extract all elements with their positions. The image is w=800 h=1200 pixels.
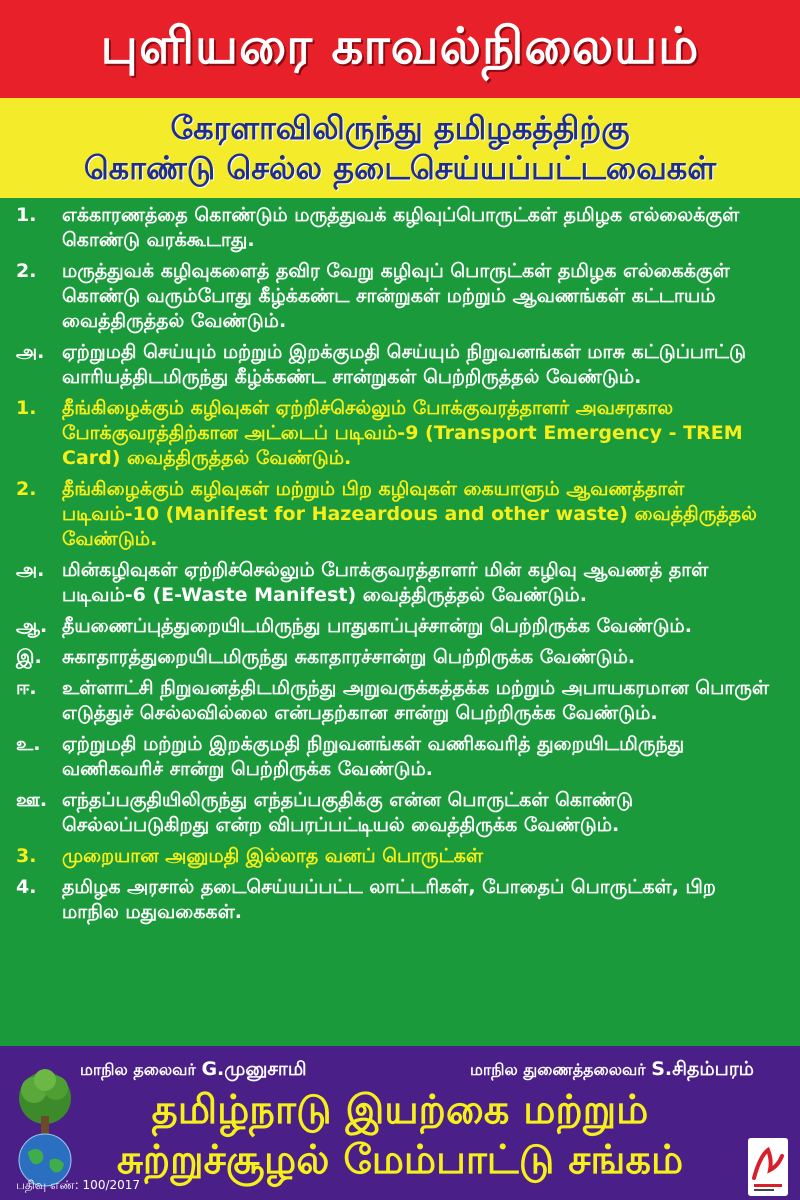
- item-number: 3.: [16, 845, 37, 867]
- item-text: ஏற்றுமதி மற்றும் இறக்குமதி நிறுவனங்கள் வணிகவரித் துறையிடமிருந்து வணிகவரிச் சான்று பெற்றிருக்க வேண்டும்.: [62, 733, 685, 780]
- item-text: தீங்கிழைக்கும் கழிவுகள் ஏற்றிச்செல்லும் போக்குவரத்தாளர் அவசரகால போக்குவரத்திற்கான அட்டைப் படிவம்-9 (Transport Emergency - TREM Card) வைத்திருத்தல் வேண்டும்.: [62, 397, 743, 469]
- item-text: எக்காரணத்தை கொண்டும் மருத்துவக் கழிவுப்பொருட்கள் தமிழக எல்லைக்குள் கொண்டு வரக்கூடாது.: [62, 204, 740, 251]
- state-president-name: G.முனுசாமி: [201, 1058, 307, 1080]
- organization-footer: [0, 1046, 800, 1200]
- printer-logo-badge: [748, 1138, 788, 1196]
- item-text: மருத்துவக் கழிவுகளைத் தவிர வேறு கழிவுப் பொருட்கள் தமிழக எல்கைக்குள் கொண்டு வரும்போது கீழ்க்கண்ட சான்றுகள் மற்றும் ஆவணங்கள் கட்டாயம் வைத்திருத்தல் வேண்டும்.: [62, 260, 730, 332]
- list-item: [0, 340, 800, 390]
- state-president-title: மாநில தலைவர்: [80, 1060, 196, 1079]
- list-item: [0, 676, 800, 726]
- item-text: சுகாதாரத்துறையிடமிருந்து சுகாதாரச்சான்று பெற்றிருக்க வேண்டும்.: [62, 646, 636, 668]
- subtitle-line-1: கேரளாவிலிருந்து தமிழகத்திற்கு: [170, 109, 630, 147]
- list-item: [0, 558, 800, 608]
- registration-number: பதிவு எண்: 100/2017: [16, 1178, 141, 1192]
- item-number: ஊ.: [16, 789, 48, 811]
- page-title: புளியரை காவல்நிலையம்: [100, 16, 700, 75]
- state-president: [80, 1058, 307, 1083]
- title-banner: [0, 0, 800, 98]
- organization-name-line-2: சுற்றுச்சூழல் மேம்பாட்டு சங்கம்: [116, 1137, 684, 1183]
- list-item: [0, 396, 800, 471]
- item-text: முறையான அனுமதி இல்லாத வனப் பொருட்கள்: [62, 845, 484, 867]
- item-text: ஏற்றுமதி செய்யும் மற்றும் இறக்குமதி செய்யும் நிறுவனங்கள் மாசு கட்டுப்பாட்டு வாரியத்திடமிருந்து கீழ்க்கண்ட சான்றுகள் பெற்றிருத்தல் வேண்டும்.: [62, 341, 747, 388]
- item-text: தீயணைப்புத்துறையிடமிருந்து பாதுகாப்புச்சான்று பெற்றிருக்க வேண்டும்.: [62, 615, 692, 637]
- list-item: [0, 259, 800, 334]
- prohibited-items-list: [0, 203, 800, 931]
- item-number: அ.: [16, 559, 45, 581]
- list-item: [0, 614, 800, 639]
- list-item: [0, 875, 800, 925]
- item-number: இ.: [16, 646, 42, 668]
- printer-logo-icon: [748, 1138, 788, 1196]
- item-text: மின்கழிவுகள் ஏற்றிச்செல்லும் போக்குவரத்தாளர் மின் கழிவு ஆவணத் தாள் படிவம்-6 (E-Waste Manifest) வைத்திருத்தல் வேண்டும்.: [62, 559, 709, 606]
- item-text: தீங்கிழைக்கும் கழிவுகள் மற்றும் பிற கழிவுகள் கையாளும் ஆவணத்தாள் படிவம்-10 (Manifest for Hazeardous and other waste) வைத்திருத்தல் வேண்டும்.: [62, 478, 757, 550]
- item-number: அ.: [16, 341, 45, 363]
- item-number: ஈ.: [16, 677, 37, 699]
- item-text: உள்ளாட்சி நிறுவனத்திடமிருந்து அறுவருக்கத்தக்க மற்றும் அபாயகரமான பொருள் எடுத்துச் செல்லவில்லை என்பதற்கான சான்று பெற்றிருக்க வேண்டும்.: [62, 677, 770, 724]
- item-number: 1.: [16, 204, 37, 226]
- organization-name-line-1: தமிழ்நாடு இயற்கை மற்றும்: [151, 1087, 649, 1133]
- subtitle-band: [0, 98, 800, 198]
- list-item: [0, 477, 800, 552]
- state-vice-president-name: S.சிதம்பரம்: [651, 1058, 754, 1080]
- item-text: தமிழக அரசால் தடைசெய்யப்பட்ட லாட்டரிகள், போதைப் பொருட்கள், பிற மாநில மதுவகைகள்.: [62, 876, 716, 923]
- item-number: 4.: [16, 876, 37, 898]
- item-number: ஆ.: [16, 615, 48, 637]
- item-text: எந்தப்பகுதியிலிருந்து எந்தப்பகுதிக்கு என்ன பொருட்கள் கொண்டு செல்லப்படுகிறது என்ற விபரப்பட்டியல் வைத்திருக்க வேண்டும்.: [62, 789, 634, 836]
- item-number: 2.: [16, 260, 37, 282]
- list-item: [0, 788, 800, 838]
- list-item: [0, 732, 800, 782]
- subtitle-line-2: கொண்டு செல்ல தடைசெய்யப்பட்டவைகள்: [83, 149, 717, 187]
- item-number: உ.: [16, 733, 41, 755]
- list-item: [0, 645, 800, 670]
- list-item: [0, 203, 800, 253]
- item-number: 2.: [16, 478, 37, 500]
- list-item: [0, 844, 800, 869]
- item-number: 1.: [16, 397, 37, 419]
- state-vice-president: [470, 1058, 754, 1083]
- state-vice-president-title: மாநில துணைத்தலைவர்: [470, 1060, 646, 1079]
